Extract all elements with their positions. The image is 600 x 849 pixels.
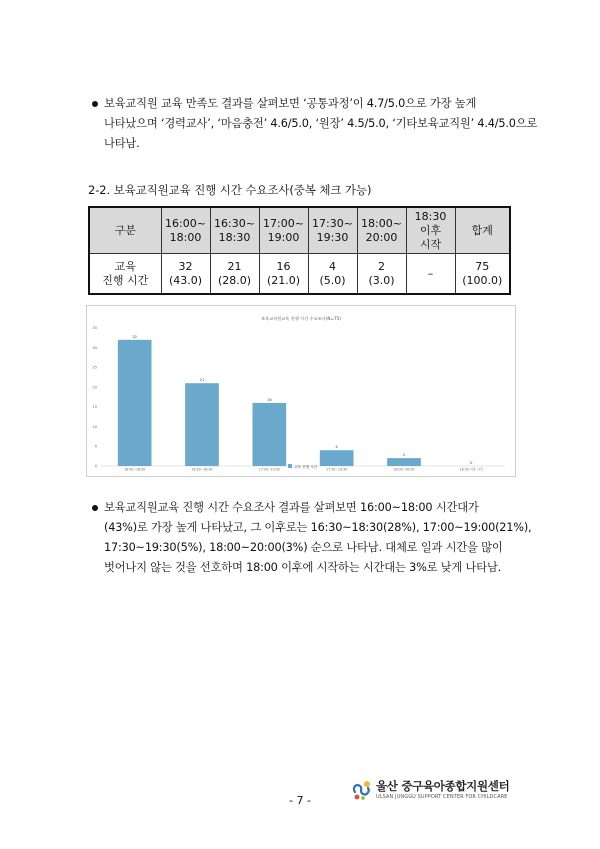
bar-data-label: 2 (402, 453, 406, 458)
bar-chart-svg (87, 306, 515, 476)
value-cell: 2 (3.0) (357, 254, 406, 295)
x-tick-label: 18:30 이후 시작 (459, 467, 484, 472)
chart-data-labels (132, 335, 473, 465)
bar-chart (86, 305, 516, 477)
bar-data-label: 21 (199, 378, 205, 383)
summary-line: 보육교직원교육 진행 시간 수요조사 결과를 살펴보면 16:00~18:00 시간대가 (104, 501, 479, 514)
legend-label: 교육 진행 시간 (294, 465, 318, 469)
chart-y-axis (92, 326, 505, 468)
y-tick-label: 30 (92, 345, 97, 350)
bar (185, 383, 219, 466)
center-logo-title: 울산 중구육아종합지원센터 (376, 779, 510, 793)
value-cell: 16 (21.0) (259, 254, 308, 295)
value-cell: – (406, 254, 455, 295)
bar-data-label: 32 (132, 334, 137, 339)
header-cell: 17:30~ 19:30 (308, 207, 357, 254)
intro-paragraph (104, 94, 538, 154)
bullet-dot (92, 505, 98, 511)
table-row (89, 254, 510, 295)
demand-table (88, 206, 511, 295)
intro-line: 나타남. (104, 137, 140, 150)
row-label-cell: 교육 진행 시간 (89, 254, 161, 295)
header-cell: 16:30~ 18:30 (210, 207, 259, 254)
bar-data-label: 4 (335, 445, 338, 450)
value-cell: 32 (43.0) (161, 254, 210, 295)
bar (118, 340, 152, 466)
summary-paragraph (104, 498, 532, 578)
chart-title: 보육교직원교육 진행 시간 수요조사(N=75) (261, 316, 341, 321)
summary-line: (43%)로 가장 높게 나타났고, 그 이후로는 16:30~18:30(28%), 17:00~19:00(21%), (104, 521, 532, 534)
page-number: - 7 - (289, 794, 311, 807)
bar-data-label: 0 (470, 461, 473, 465)
value-cell: 4 (5.0) (308, 254, 357, 295)
summary-line: 17:30~19:30(5%), 18:00~20:00(3%) 순으로 나타남. 대체로 일과 시간을 많이 (104, 541, 503, 554)
center-logo-subtitle: ULSAN JUNGGU SUPPORT CENTER FOR CHILDCARE (376, 794, 508, 800)
header-cell: 17:00~ 19:00 (259, 207, 308, 254)
header-cell: 합계 (455, 207, 510, 254)
section-title: 2-2. 보육교직원교육 진행 시간 수요조사(중복 체크 가능) (88, 183, 372, 197)
y-tick-label: 0 (94, 464, 97, 469)
x-tick-label: 17:00~19:00 (258, 467, 280, 472)
header-cell: 18:00~ 20:00 (357, 207, 406, 254)
legend-swatch (288, 464, 292, 468)
bar-data-label: 16 (267, 397, 272, 402)
summary-line: 벗어나지 않는 것을 선호하며 18:00 이후에 시작하는 시간대는 3%로 낮게 나타남. (104, 561, 502, 574)
intro-line: 나타났으며 ‘경력교사’, ‘마음충전’ 4.6/5.0, ‘원장’ 4.5/5.0, ‘기타보육교직원’ 4.4/5.0으로 (104, 117, 538, 130)
y-tick-label: 15 (92, 405, 97, 410)
y-tick-label: 25 (92, 365, 97, 370)
x-tick-label: 16:00~18:00 (124, 467, 146, 472)
header-cell: 18:30 이후 시작 (406, 207, 455, 254)
bar (320, 450, 354, 466)
y-tick-label: 35 (92, 326, 97, 331)
header-cell: 16:00~ 18:00 (161, 207, 210, 254)
y-tick-label: 5 (94, 444, 97, 449)
value-cell: 21 (28.0) (210, 254, 259, 295)
y-tick-label: 20 (92, 385, 97, 390)
bar (253, 403, 287, 466)
x-tick-label: 16:30~18:30 (191, 467, 213, 472)
x-tick-label: 17:30~19:30 (326, 467, 348, 472)
header-cell: 구분 (89, 207, 161, 254)
table-header-row (89, 207, 510, 254)
chart-bars (118, 340, 421, 466)
intro-line: 보육교직원 교육 만족도 결과를 살펴보면 ‘공통과정’이 4.7/5.0으로 가장 높게 (104, 97, 477, 110)
bullet-dot (92, 101, 98, 107)
y-tick-label: 10 (92, 424, 97, 429)
value-cell: 75 (100.0) (455, 254, 510, 295)
bar (387, 458, 421, 466)
chart-legend (288, 464, 318, 469)
x-tick-label: 18:00~20:00 (393, 467, 415, 472)
